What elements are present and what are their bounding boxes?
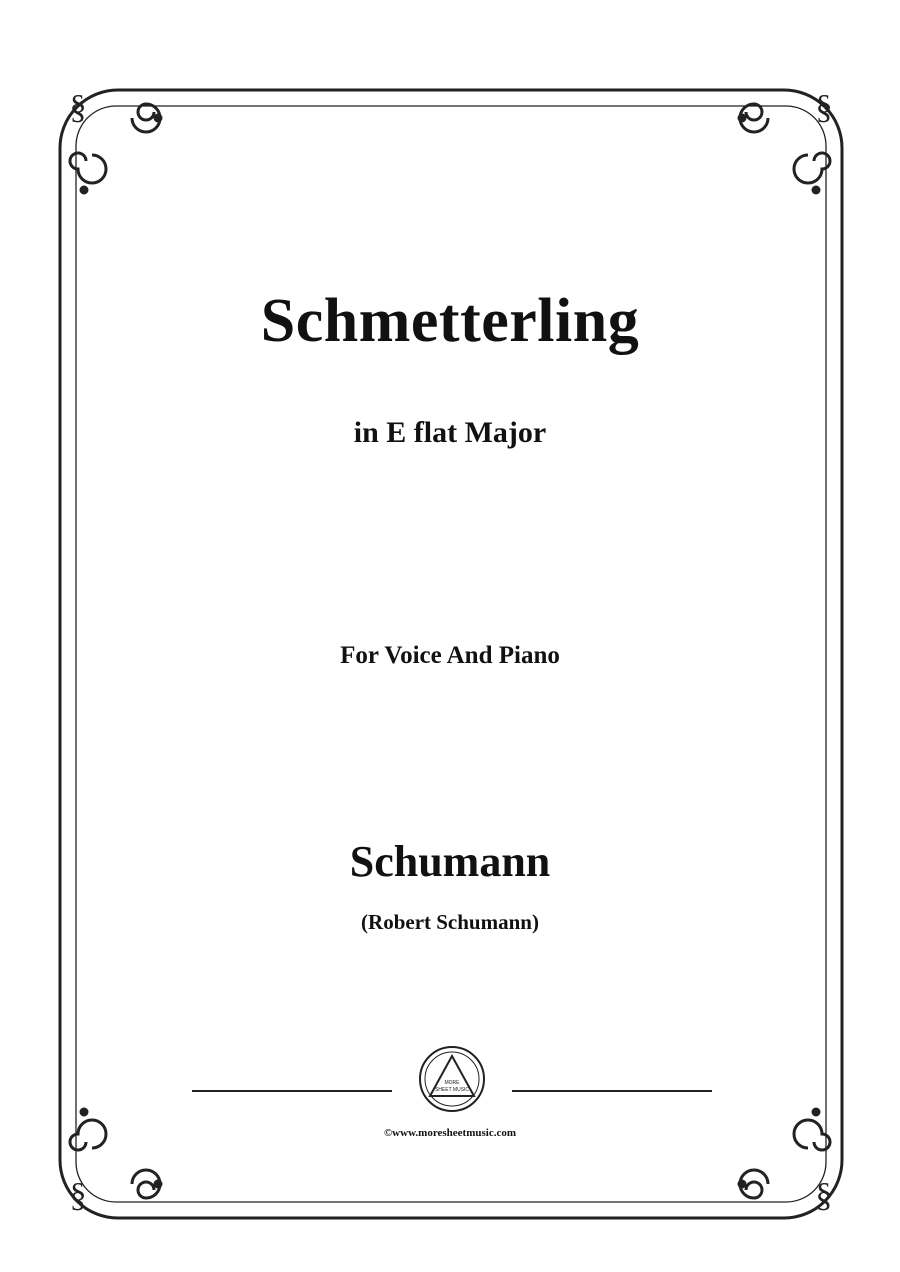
svg-text:§: § [69,89,87,126]
instrumentation: For Voice And Piano [340,642,560,669]
composer-name: Schumann [349,837,551,886]
website-credit: ©www.moresheetmusic.com [383,1127,517,1139]
seal-logo-icon [417,1044,487,1114]
seal-text-top: MORE [444,1080,460,1086]
key-subtitle: in E flat Major [353,416,547,449]
seal-text-bottom: SHEET MUSIC [434,1087,470,1093]
divider-right [512,1090,712,1092]
svg-text:§: § [69,1177,87,1214]
svg-text:§: § [815,1177,833,1214]
page-title: Schmetterling [260,287,640,355]
divider-left [192,1090,392,1092]
composer-full-name: (Robert Schumann) [361,910,539,934]
svg-text:§: § [815,89,833,126]
